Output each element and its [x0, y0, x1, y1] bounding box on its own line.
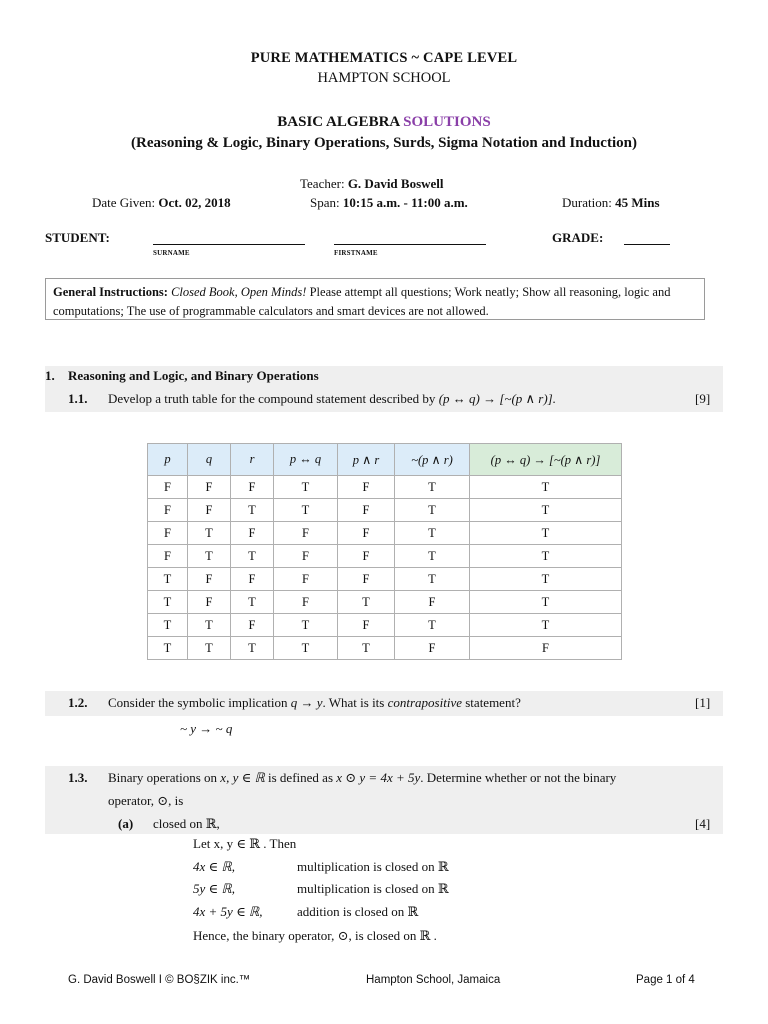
table-cell: T [231, 499, 274, 522]
q1-3-number: 1.3. [68, 770, 88, 785]
table-row [148, 568, 622, 591]
subject-accent: SOLUTIONS [403, 114, 491, 130]
student-label: STUDENT: [45, 230, 110, 245]
table-cell: F [231, 568, 274, 591]
table-cell: F [395, 637, 470, 660]
table-cell: F [231, 614, 274, 637]
table-cell: T [470, 522, 622, 545]
table-cell: F [274, 522, 338, 545]
table-cell: F [274, 568, 338, 591]
table-cell: F [231, 476, 274, 499]
q1-2-number: 1.2. [68, 695, 88, 710]
table-cell: T [338, 637, 395, 660]
firstname-caption: FIRSTNAME [334, 249, 378, 257]
table-row [148, 545, 622, 568]
table-cell: T [395, 499, 470, 522]
table-cell: F [338, 476, 395, 499]
table-cell: F [274, 545, 338, 568]
table-cell: T [395, 568, 470, 591]
surname-line[interactable] [153, 244, 305, 245]
table-cell: T [470, 614, 622, 637]
q1-3-prompt-start: Binary operations on [108, 770, 218, 785]
table-cell: T [470, 476, 622, 499]
table-cell: T [395, 522, 470, 545]
table-cell: F [188, 499, 231, 522]
table-cell: F [338, 568, 395, 591]
truth-table-header [148, 444, 622, 476]
footer-author: G. David Boswell I © BO§ZIK inc.™ [68, 974, 251, 986]
q1-1-prompt: Develop a truth table for the compound statement described by [108, 391, 436, 406]
table-cell: T [148, 637, 188, 660]
date-line [92, 195, 231, 211]
section-1-number: 1. [45, 368, 55, 383]
subject-main: BASIC ALGEBRA [277, 114, 400, 130]
date-label: Date Given: [92, 195, 156, 210]
section-1-title: Reasoning and Logic, and Binary Operations [68, 368, 319, 383]
subject-heading [0, 114, 768, 131]
table-cell: T [395, 476, 470, 499]
table-cell: F [338, 614, 395, 637]
table-row [148, 522, 622, 545]
solution-line-4-reason: addition is closed on ℝ [297, 904, 419, 919]
table-cell: T [470, 499, 622, 522]
table-cell: F [470, 637, 622, 660]
q1-3-prompt-end: . Determine whether or not the binary [420, 770, 617, 785]
solution-line-2-reason: multiplication is closed on ℝ [297, 859, 449, 874]
table-cell: T [231, 637, 274, 660]
q1-1-number: 1.1. [68, 391, 88, 406]
q1-3-part-a-text: closed on ℝ, [153, 816, 220, 831]
table-cell: T [148, 568, 188, 591]
table-cell: T [395, 614, 470, 637]
q1-3-set-expression: x, y ∈ ℝ [220, 770, 265, 785]
table-cell: F [148, 545, 188, 568]
table-cell: T [274, 499, 338, 522]
topics-line: (Reasoning & Logic, Binary Operations, Surds, Sigma Notation and Induction) [131, 135, 637, 151]
table-cell: F [338, 499, 395, 522]
solution-line-3-reason: multiplication is closed on ℝ [297, 881, 449, 896]
table-cell: F [148, 499, 188, 522]
instructions-label: General Instructions: [53, 285, 168, 299]
table-cell: T [338, 591, 395, 614]
date-value: Oct. 02, 2018 [158, 195, 231, 210]
q1-2-prompt-mid: . What is its [322, 695, 385, 710]
table-cell: F [148, 476, 188, 499]
table-cell: T [231, 591, 274, 614]
table-row [148, 591, 622, 614]
table-cell: T [470, 591, 622, 614]
table-cell: F [231, 522, 274, 545]
q1-1-expression: (p ↔ q) → [~(p ∧ r)]. [438, 391, 556, 406]
solution-conclusion: Hence, the binary operator, ⊙, is closed on ℝ . [193, 928, 437, 943]
table-cell: F [188, 568, 231, 591]
surname-caption: SURNAME [153, 249, 190, 257]
q1-3-prompt-mid: is defined as [268, 770, 333, 785]
table-cell: T [188, 614, 231, 637]
table-cell: T [470, 568, 622, 591]
school-name: HAMPTON SCHOOL [317, 70, 451, 86]
grade-label: GRADE: [552, 230, 604, 245]
span-value: 10:15 a.m. - 11:00 a.m. [342, 195, 468, 210]
solution-line-2-expr: 4x ∈ ℝ, [193, 859, 235, 874]
teacher-line [300, 176, 444, 192]
q1-3-definition: x ⊙ y = 4x + 5y [336, 770, 421, 785]
duration-value: 45 Mins [615, 195, 660, 210]
truth-table-col-p: p [148, 444, 188, 476]
general-instructions [45, 278, 705, 320]
duration-label: Duration: [562, 195, 612, 210]
truth-table-col-q: q [188, 444, 231, 476]
q1-3-part-a-label: (a) [118, 816, 134, 831]
instructions-text: Please attempt all questions; Work neatly; Show all reasoning, logic and computations; The use of programmable calculators and smart devices are not allowed. [53, 285, 671, 318]
solution-line-4-expr: 4x + 5y ∈ ℝ, [193, 904, 263, 919]
q1-2-text [108, 695, 521, 711]
teacher-label: Teacher: [300, 176, 345, 191]
q1-3-part-a-marks: [4] [695, 816, 711, 831]
table-cell: T [395, 545, 470, 568]
table-cell: T [274, 637, 338, 660]
table-cell: T [188, 522, 231, 545]
table-cell: F [274, 591, 338, 614]
table-row [148, 637, 622, 660]
table-cell: F [395, 591, 470, 614]
q1-3-line2: operator, ⊙, is [108, 793, 184, 808]
table-row [148, 614, 622, 637]
table-cell: F [188, 591, 231, 614]
table-cell: F [338, 522, 395, 545]
truth-table-col-r: r [231, 444, 274, 476]
solution-line-3-expr: 5y ∈ ℝ, [193, 881, 235, 896]
truth-table-col-conjunction: p ∧ r [338, 444, 395, 476]
span-label: Span: [310, 195, 340, 210]
table-cell: T [470, 545, 622, 568]
table-cell: T [188, 637, 231, 660]
q1-1-text [108, 391, 556, 407]
footer-page: Page 1 of 4 [636, 974, 695, 986]
truth-table-col-biconditional: p ↔ q [274, 444, 338, 476]
truth-table [147, 443, 622, 660]
table-cell: F [338, 545, 395, 568]
q1-3-text [108, 770, 616, 786]
truth-table-col-negation: ~(p ∧ r) [395, 444, 470, 476]
q1-2-marks: [1] [695, 695, 711, 710]
teacher-name: G. David Boswell [347, 176, 444, 191]
firstname-line[interactable] [334, 244, 486, 245]
table-cell: T [148, 591, 188, 614]
solution-line-1: Let x, y ∈ ℝ . Then [193, 836, 297, 851]
grade-line[interactable] [624, 244, 670, 245]
q1-2-implication: q → y [290, 695, 323, 710]
table-row [148, 476, 622, 499]
span-line [310, 195, 468, 211]
table-cell: T [274, 476, 338, 499]
duration-line [562, 195, 660, 211]
q1-2-contrapositive: contrapositive [387, 695, 462, 710]
q1-2-answer: ~ y → ~ q [180, 721, 233, 736]
q1-2-prompt-end: statement? [465, 695, 521, 710]
document-title: PURE MATHEMATICS ~ CAPE LEVEL [250, 50, 518, 66]
footer-school: Hampton School, Jamaica [366, 974, 501, 986]
table-cell: F [148, 522, 188, 545]
table-cell: T [231, 545, 274, 568]
q1-1-marks: [9] [695, 391, 711, 406]
q1-2-prompt-start: Consider the symbolic implication [108, 695, 288, 710]
truth-table-col-result: (p ↔ q) → [~(p ∧ r)] [470, 444, 622, 476]
table-cell: T [274, 614, 338, 637]
instructions-motto: Closed Book, Open Minds! [171, 285, 307, 299]
table-cell: T [148, 614, 188, 637]
table-cell: F [188, 476, 231, 499]
table-cell: T [188, 545, 231, 568]
table-row [148, 499, 622, 522]
